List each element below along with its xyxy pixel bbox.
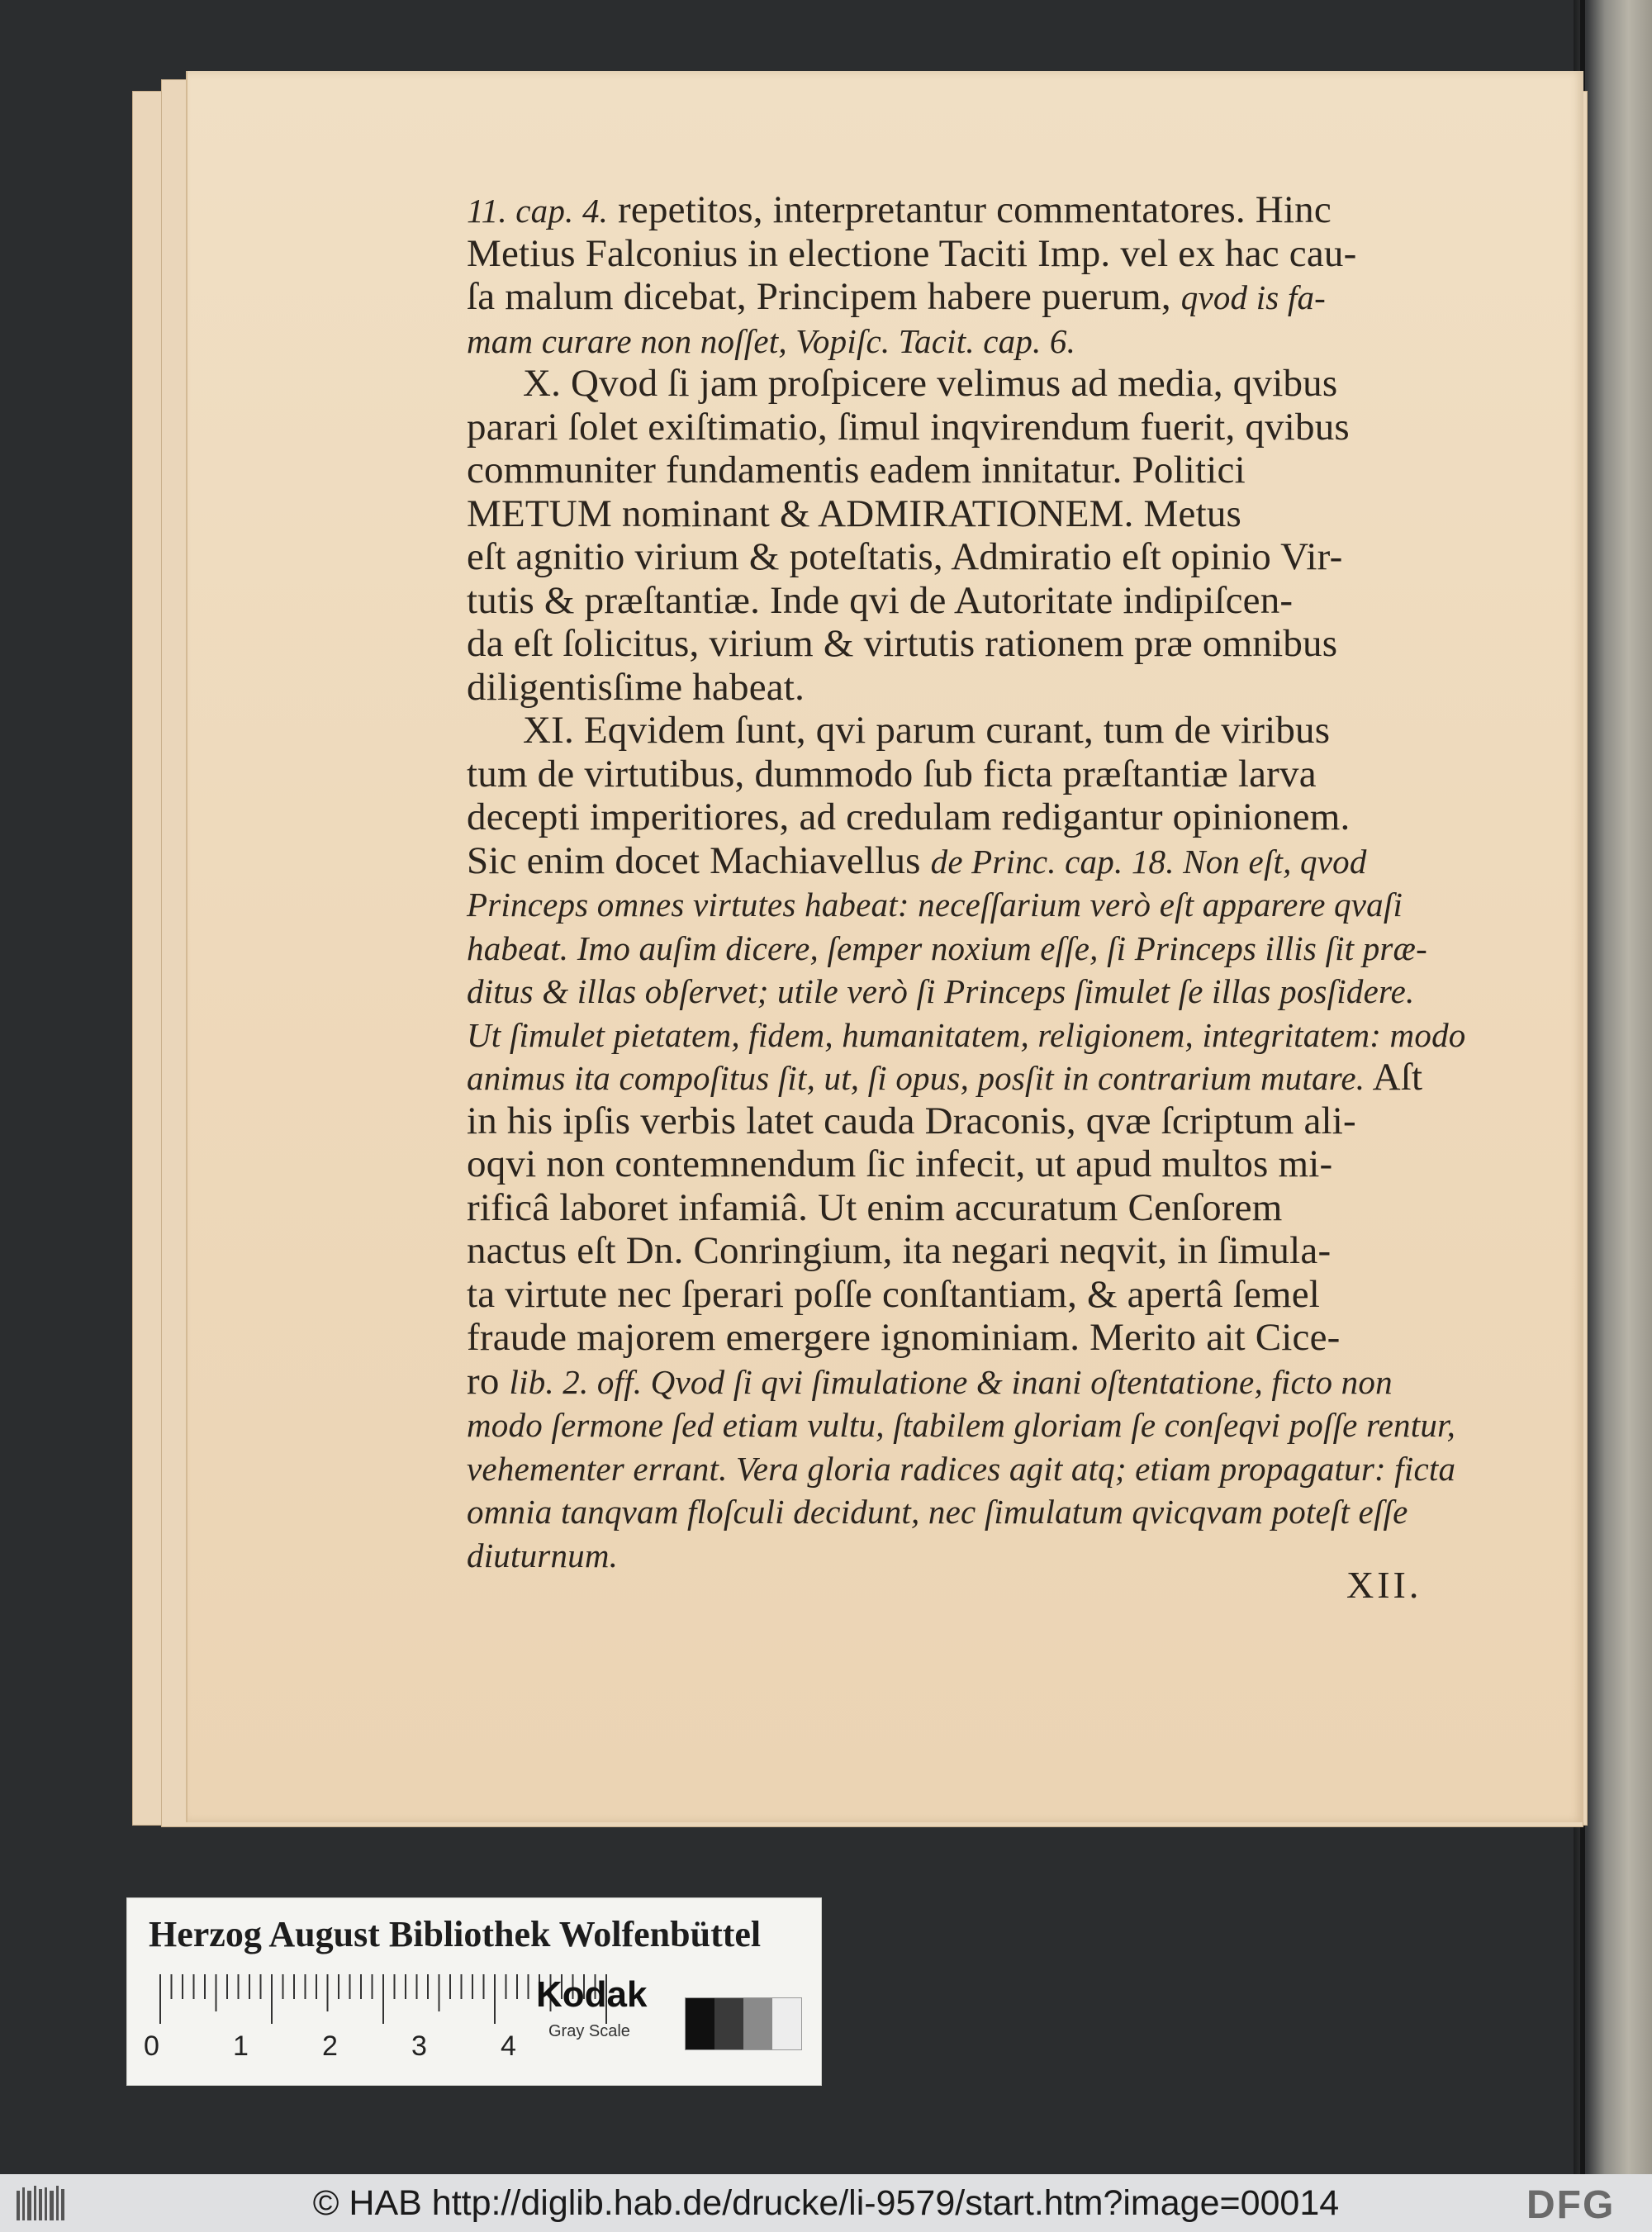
italic-text-run: modo ſermone ſed etiam vultu, ſtabilem gloriam ſe conſeqvi poſſe rentur, (467, 1406, 1456, 1444)
gray-patch (772, 1998, 801, 2049)
italic-text-run: 11. cap. 4. (467, 192, 609, 230)
text-line (467, 232, 1487, 276)
italic-text-run: vehementer errant. Vera gloria radices agit atq; etiam propagatur: ficta (467, 1449, 1456, 1488)
text-line (467, 319, 1487, 363)
text-run: Sic enim docet Machiavellus (467, 838, 931, 882)
text-line (467, 709, 1487, 753)
text-run: parari ſolet exiſtimatio, ſimul inqvirendum fuerit, qvibus (467, 405, 1350, 449)
gray-scale-label: Gray Scale (548, 2022, 630, 2040)
text-run: Metius Falconius in electione Taciti Imp. vel ex hac cau- (467, 231, 1357, 275)
text-line (467, 1489, 1487, 1533)
text-run: tum de virtutibus, dummodo ſub ficta præſtantiæ larva (467, 752, 1317, 795)
gray-patch (743, 1998, 772, 2049)
ruler-label: 2 (322, 2030, 338, 2062)
text-line (467, 188, 1487, 232)
footer-bar (0, 2174, 1652, 2232)
text-run: communiter fundamentis eadem innitatur. Politici (467, 449, 1246, 492)
text-run: Aſt (1365, 1056, 1423, 1099)
text-line (467, 275, 1487, 319)
catchword: XII. (1346, 1564, 1422, 1606)
ruler-label: 3 (411, 2030, 427, 2062)
italic-text-run: Ut ſimulet pietatem, fidem, humanitatem, religionem, integritatem: modo (467, 1015, 1466, 1054)
text-line (467, 1403, 1487, 1446)
text-run: da eſt ſolicitus, virium & virtutis rationem præ omnibus (467, 622, 1338, 665)
text-line (467, 535, 1487, 579)
italic-text-run: ditus & illas obſervet; utile verò ſi Princeps ſimulet ſe illas posſidere. (467, 972, 1415, 1010)
text-line (467, 579, 1487, 623)
kodak-logo: Kodak (536, 1974, 648, 2015)
text-run: ſa malum dicebat, Principem habere puerum, (467, 275, 1181, 318)
text-run: diligentisſime habeat. (467, 665, 805, 709)
footer-copyright-url: © HAB http://diglib.hab.de/drucke/li-9579/start.htm?image=00014 (312, 2183, 1340, 2223)
text-line (467, 839, 1487, 883)
text-line (467, 1273, 1487, 1317)
text-line (467, 666, 1487, 710)
text-line (467, 1099, 1487, 1143)
gray-patch (686, 1998, 714, 2049)
text-line (467, 926, 1487, 970)
text-run: repetitos, interpretantur commentatores. Hinc (608, 188, 1332, 231)
italic-text-run: omnia tanqvam floſculi decidunt, nec ſimulatum qvicqvam poteſt eſſe (467, 1493, 1408, 1531)
color-reference-card (126, 1897, 822, 2086)
text-run: XI. Eqvidem ſunt, qvi parum curant, tum de viribus (523, 709, 1331, 752)
ruler-label: 4 (501, 2030, 516, 2062)
text-line (467, 795, 1487, 839)
text-run: rificâ laboret infamiâ. Ut enim accuratum Cenſorem (467, 1185, 1283, 1229)
ruler-label: 0 (144, 2030, 159, 2062)
text-run: eſt agnitio virium & poteſtatis, Admiratio eſt opinio Vir- (467, 535, 1343, 578)
text-run: METUM nominant & ADMIRATIONEM. Metus (467, 492, 1242, 535)
text-line (467, 1316, 1487, 1360)
italic-text-run: diuturnum. (467, 1536, 619, 1574)
italic-text-run: animus ita compoſitus ſit, ut, ſi opus, posſit in contrarium mutare. (467, 1059, 1365, 1097)
text-line (467, 1013, 1487, 1057)
text-run: decepti imperitiores, ad credulam redigantur opinionem. (467, 795, 1351, 838)
text-run: in his ipſis verbis latet cauda Draconis, qvæ ſcriptum ali- (467, 1099, 1356, 1142)
text-line (467, 882, 1487, 926)
text-line (467, 1142, 1487, 1186)
gray-patch (714, 1998, 743, 2049)
text-line (467, 362, 1487, 406)
text-run: ro (467, 1359, 510, 1403)
ruler-label: 1 (233, 2030, 249, 2062)
text-line (467, 406, 1487, 449)
text-run: oqvi non contemnendum ſic infecit, ut apud multos mi- (467, 1142, 1333, 1185)
text-line (467, 1360, 1487, 1403)
italic-text-run: Princeps omnes virtutes habeat: neceſſarium verò eſt apparere qvaſi (467, 886, 1403, 924)
italic-text-run: mam curare non noſſet, Vopiſc. Tacit. cap. 6. (467, 321, 1076, 360)
text-line (467, 622, 1487, 666)
library-name: Herzog August Bibliothek Wolfenbüttel (149, 1914, 762, 1954)
text-run: tutis & præſtantiæ. Inde qvi de Autoritate indipiſcen- (467, 578, 1294, 622)
text-line (467, 1533, 1487, 1577)
gray-scale-patches (685, 1997, 802, 2050)
text-line (467, 753, 1487, 796)
text-line (467, 1446, 1487, 1490)
italic-text-run: de Princ. cap. 18. Non eſt, qvod (930, 842, 1367, 881)
text-line (467, 449, 1487, 492)
text-run: fraude majorem emergere ignominiam. Merito ait Cice- (467, 1316, 1341, 1359)
italic-text-run: qvod is fa- (1180, 278, 1327, 316)
dfg-logo: DFG (1526, 2183, 1616, 2227)
text-line (467, 1186, 1487, 1230)
text-line (467, 492, 1487, 536)
text-run: ta virtute nec ſperari poſſe conſtantiam, & apertâ ſemel (467, 1272, 1321, 1316)
page-text-block (467, 188, 1487, 1576)
italic-text-run: habeat. Imo auſim dicere, ſemper noxium eſſe, ſi Princeps illis ſit præ- (467, 928, 1427, 967)
text-run: nactus eſt Dn. Conringium, ita negari neqvit, in ſimula- (467, 1229, 1332, 1272)
italic-text-run: lib. 2. off. Qvod ſi qvi ſimulatione & inani oſtentatione, ficto non (509, 1362, 1393, 1401)
text-run: X. Qvod ſi jam proſpicere velimus ad media, qvibus (523, 362, 1338, 405)
text-line (467, 969, 1487, 1013)
text-line (467, 1056, 1487, 1099)
text-line (467, 1229, 1487, 1273)
